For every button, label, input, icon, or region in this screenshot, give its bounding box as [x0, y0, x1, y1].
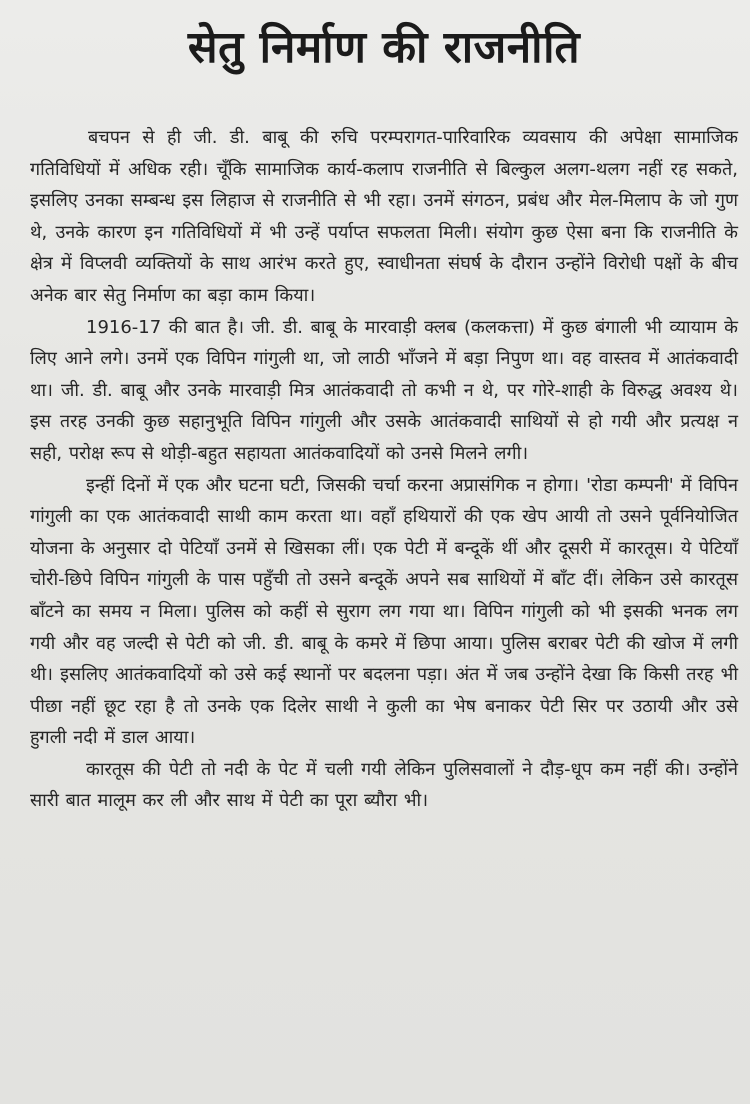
paragraph-3: इन्हीं दिनों में एक और घटना घटी, जिसकी चर्चा करना अप्रासंगिक न होगा। 'रोडा कम्पनी' में विपिन गांगुली का एक आतंकवादी साथी काम करता था। वहाँ हथियारों की एक खेप आयी तो उसने पूर्वनियोजित योजना के अनुसार दो पेटियाँ उनमें से खिसका लीं। एक पेटी में बन्दूकें थीं और दूसरी में कारतूस। ये पेटियाँ चोरी-छिपे विपिन गांगुली के पास पहुँची तो उसने बन्दूकें अपने सब साथियों में बाँट दीं। लेकिन उसे कारतूस बाँटने का समय न मिला। पुलिस को कहीं से सुराग लग गया था। विपिन गांगुली को भी इसकी भनक लग गयी और वह जल्दी से पेटी को जी. डी. बाबू के कमरे में छिपा आया। पुलिस बराबर पेटी की खोज में लगी थी। इसलिए आतंकवादियों को उसे कई स्थानों पर बदलना पड़ा। अंत में जब उन्होंने देखा कि किसी तरह भी पीछा नहीं छूट रहा है तो उनके एक दिलेर साथी ने कुली का भेष बनाकर पेटी सिर पर उठायी और उसे हुगली नदी में डाल आया।: [30, 474, 738, 749]
paragraph-1: बचपन से ही जी. डी. बाबू की रुचि परम्परागत-पारिवारिक व्यवसाय की अपेक्षा सामाजिक गतिविधियों में अधिक रही। चूँकि सामाजिक कार्य-कलाप राजनीति से बिल्कुल अलग-थलग नहीं रह सकते, इसलिए उनका सम्बन्ध इस लिहाज से राजनीति से भी रहा। उनमें संगठन, प्रबंध और मेल-मिलाप के जो गुण थे, उनके कारण इन गतिविधियों में भी उन्हें पर्याप्त सफलता मिली। संयोग कुछ ऐसा बना कि राजनीति के क्षेत्र में विप्लवी व्यक्तियों के साथ आरंभ करते हुए, स्वाधीनता संघर्ष के दौरान उन्होंने विरोधी पक्षों के बीच अनेक बार सेतु निर्माण का बड़ा काम किया।: [30, 127, 738, 306]
paragraph-4: कारतूस की पेटी तो नदी के पेट में चली गयी लेकिन पुलिसवालों ने दौड़-धूप कम नहीं की। उन्होंने सारी बात मालूम कर ली और साथ में पेटी का पूरा ब्यौरा भी।: [30, 758, 738, 812]
chapter-title: सेतु निर्माण की राजनीति: [187, 22, 581, 73]
paragraph-2: 1916-17 की बात है। जी. डी. बाबू के मारवाड़ी क्लब (कलकत्ता) में कुछ बंगाली भी व्यायाम के लिए आने लगे। उनमें एक विपिन गांगुली था, जो लाठी भाँजने में बड़ा निपुण था। वह वास्तव में आतंकवादी था। जी. डी. बाबू और उनके मारवाड़ी मित्र आतंकवादी तो कभी न थे, पर गोरे-शाही के विरुद्ध अवश्य थे। इस तरह उनकी कुछ सहानुभूति विपिन गांगुली और उसके आतंकवादी साथियों से हो गयी और प्रत्यक्ष न सही, परोक्ष रूप से थोड़ी-बहुत सहायता आतंकवादियों को उनसे मिलने लगी।: [30, 316, 738, 464]
chapter-body: [30, 122, 738, 817]
